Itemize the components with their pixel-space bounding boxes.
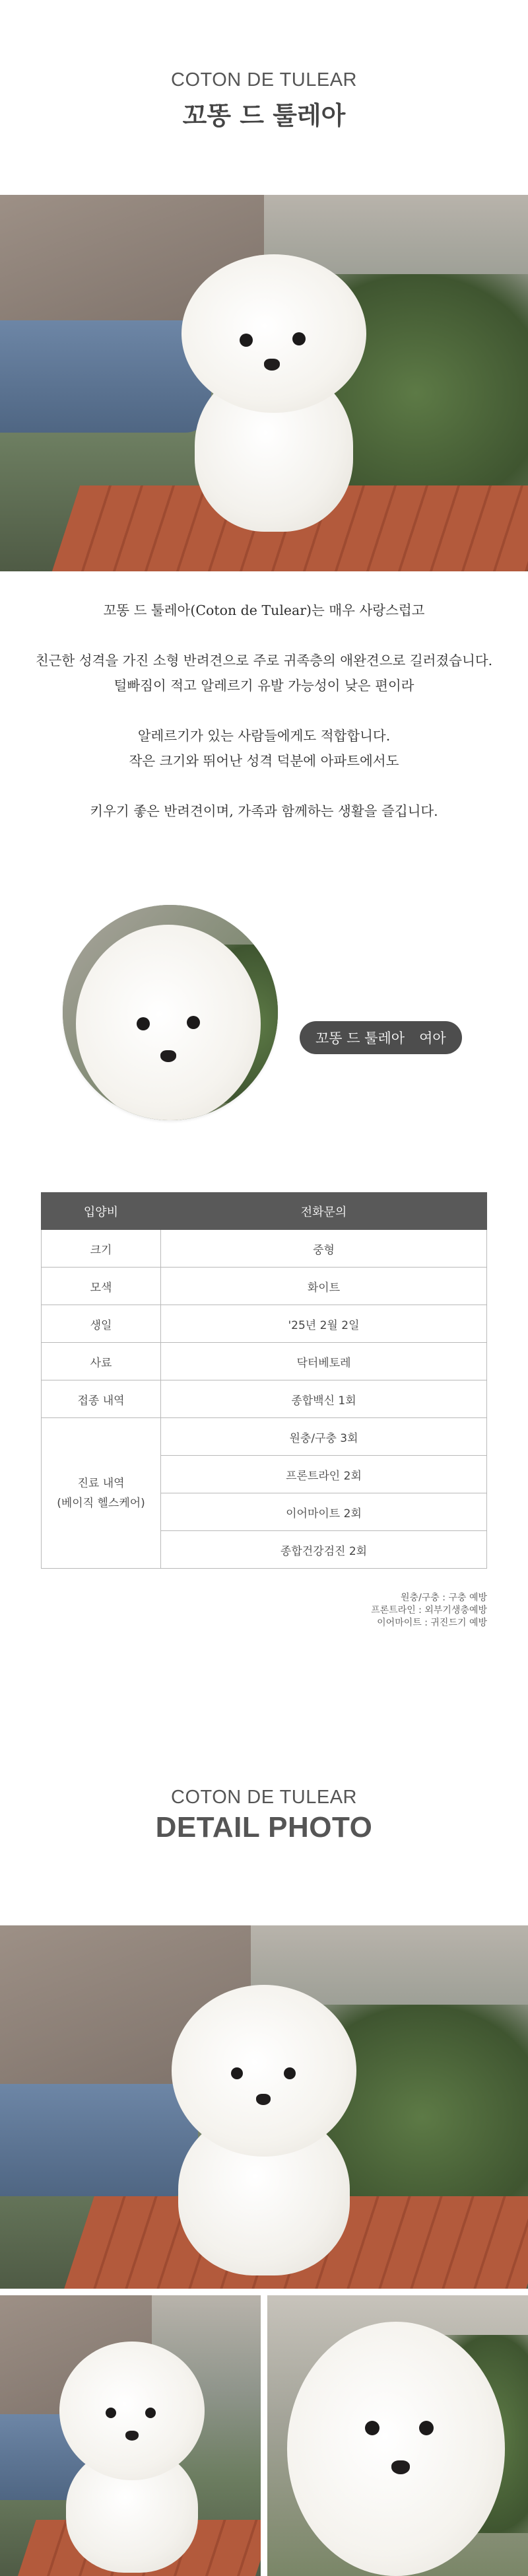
note-line: 프론트라인 : 외부기생충예방 <box>371 1605 487 1616</box>
intro-line: 알레르기가 있는 사람들에게도 적합합니다. <box>137 728 391 744</box>
table-header-row <box>42 1193 487 1230</box>
care-label <box>42 1418 161 1569</box>
row-value: 화이트 <box>161 1268 487 1305</box>
puppy-gender: 여아 <box>419 1030 446 1046</box>
breed-heading <box>0 69 528 131</box>
row-label: 접종 내역 <box>42 1380 161 1418</box>
breed-description <box>0 598 528 824</box>
detail-subtitle: COTON DE TULEAR <box>171 1787 357 1808</box>
detail-heading <box>0 1787 528 1844</box>
puppy-portrait <box>63 905 278 1120</box>
table-row <box>42 1380 487 1418</box>
intro-line: 키우기 좋은 반려견이며, 가족과 함께하는 생활을 즐깁니다. <box>90 803 438 819</box>
table-header-cell: 전화문의 <box>161 1193 487 1230</box>
puppy-image <box>158 1985 370 2275</box>
row-value: 종합건강검진 2회 <box>161 1531 487 1569</box>
breed-title: 꼬똥 드 툴레아 <box>182 101 346 130</box>
info-table <box>41 1192 487 1569</box>
row-value: '25년 2월 2일 <box>161 1305 487 1343</box>
detail-photo-right <box>267 2295 528 2576</box>
row-value: 원충/구충 3회 <box>161 1418 487 1456</box>
row-value: 종합백신 1회 <box>161 1380 487 1418</box>
row-value: 중형 <box>161 1230 487 1268</box>
intro-line: 작은 크기와 뛰어난 성격 덕분에 아파트에서도 <box>129 753 399 769</box>
intro-line: 친근한 성격을 가진 소형 반려견으로 주로 귀족층의 애완견으로 길러졌습니다. <box>35 653 493 668</box>
care-label-line: (베이직 헬스케어) <box>57 1496 145 1510</box>
row-label: 사료 <box>42 1343 161 1380</box>
intro-line: 털빠짐이 적고 알레르기 유발 가능성이 낮은 편이라 <box>114 678 414 694</box>
note-line: 이어마이트 : 귀진드기 예방 <box>377 1618 487 1628</box>
table-row <box>42 1418 487 1456</box>
detail-photo-left <box>0 2295 261 2576</box>
table-row <box>42 1230 487 1268</box>
row-label: 크기 <box>42 1230 161 1268</box>
puppy-name-badge <box>300 1021 462 1054</box>
note-line: 원충/구충 : 구충 예방 <box>401 1592 487 1603</box>
row-value: 프론트라인 2회 <box>161 1456 487 1493</box>
table-header-cell: 입양비 <box>42 1193 161 1230</box>
puppy-image <box>287 2322 505 2576</box>
care-label-line: 진료 내역 <box>77 1476 125 1490</box>
care-notes <box>371 1592 487 1629</box>
puppy-name: 꼬똥 드 툴레아 <box>315 1030 405 1046</box>
row-label: 생일 <box>42 1305 161 1343</box>
intro-line: 꼬똥 드 툴레아(Coton de Tulear)는 매우 사랑스럽고 <box>103 602 425 618</box>
row-value: 이어마이트 2회 <box>161 1493 487 1531</box>
table-row <box>42 1305 487 1343</box>
detail-photo-main <box>0 1925 528 2289</box>
hero-photo <box>0 195 528 571</box>
detail-title: DETAIL PHOTO <box>155 1811 373 1843</box>
puppy-image <box>53 2342 211 2573</box>
puppy-image <box>175 254 373 532</box>
row-label: 모색 <box>42 1268 161 1305</box>
table-row <box>42 1268 487 1305</box>
breed-subtitle: COTON DE TULEAR <box>171 69 357 90</box>
row-value: 닥터베토레 <box>161 1343 487 1380</box>
table-row <box>42 1343 487 1380</box>
